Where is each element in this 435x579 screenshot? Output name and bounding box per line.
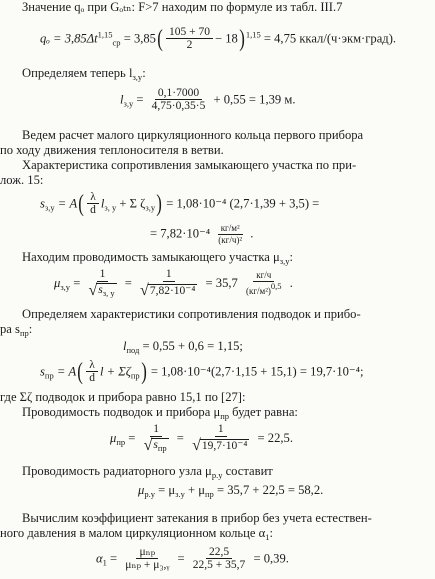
eq-l-lhs-sub: з,у xyxy=(123,97,134,108)
text-determine-2-tail: : xyxy=(28,322,33,336)
text-circ-1 xyxy=(0,128,435,143)
text-radiator-body: Проводимость радиаторного узла μ xyxy=(22,464,212,478)
frac-den: d xyxy=(89,372,95,385)
equation-q xyxy=(0,22,435,56)
eq-mu-frac2 xyxy=(137,268,200,300)
text-coef-2 xyxy=(0,526,435,542)
eq-mu-sqrt-val: 7,82·10⁻⁴ xyxy=(149,284,196,297)
eq-mu-lhs: μ xyxy=(54,275,61,290)
eq-mupr-lhs: μ xyxy=(110,430,117,445)
eq-muru-sub2: з.у xyxy=(175,488,185,499)
frac-den xyxy=(141,437,172,455)
eq-s-lhs: s xyxy=(40,195,45,210)
eq-mupr-eq2: = xyxy=(176,430,184,445)
eq-q-lhs: qₒ = 3,85Δt xyxy=(40,30,98,45)
eq-q-lhs-sub: ср xyxy=(112,36,121,47)
eq-mu-unit-sup: 0,5 xyxy=(270,281,282,292)
eq-l-lhs: l xyxy=(120,91,124,106)
frac-num: λ xyxy=(86,359,98,373)
text-radiator xyxy=(0,464,435,480)
frac-den: 4,75·0,35·5 xyxy=(151,100,206,113)
text-determine-2-sub: пр xyxy=(19,328,29,338)
eq-mu-eq: = xyxy=(73,275,81,290)
eq-mu-sqrt-sub: з, у xyxy=(102,287,115,298)
text-char-1 xyxy=(0,158,435,173)
equation-mu-zy xyxy=(0,266,435,302)
text-conductance-pr-tail: будет равна: xyxy=(229,405,298,419)
eq-muru-tail: = 35,7 + 22,5 = 58,2. xyxy=(213,482,324,497)
eq-q-result: = 4,75 ккал/(ч·экм·град). xyxy=(263,30,397,45)
text-char-2 xyxy=(0,173,435,188)
eq-s-frac xyxy=(87,191,99,218)
text-char-1-body: Характеристика сопротивления замыкающего участка по при- xyxy=(22,158,357,172)
eq-mu-eq2: = xyxy=(124,275,132,290)
text-radiator-tail: составит xyxy=(222,464,273,478)
frac-den xyxy=(243,282,285,296)
text-coef-2-sub: 1 xyxy=(265,532,270,542)
text-conductance-pr xyxy=(0,405,435,421)
text-determine-2-body: ра s xyxy=(0,322,20,336)
text-conductance-body: Находим проводимость замыкающего участка μ xyxy=(22,250,280,264)
eq-s-lhs-sub: з,у xyxy=(44,201,55,212)
paren-close: ) xyxy=(156,190,162,217)
text-coef-1-body: Вычислим коэффициент затекания в прибор без учета естествен- xyxy=(22,511,372,525)
eq-mupr-sqrt-val: 19,7·10⁻⁴ xyxy=(201,439,248,452)
frac-den xyxy=(137,282,200,300)
text-conductance-tail: : xyxy=(289,250,294,264)
frac-num: 0,1·7000 xyxy=(155,87,202,101)
eq-spr-mid: = A xyxy=(56,363,77,378)
frac-num: λ xyxy=(87,191,99,205)
frac-den: μₙₚ + μ₃,ᵧ xyxy=(125,559,170,572)
eq-mu-eq3: = 35,7 xyxy=(205,275,238,290)
text-define-l-body: Определяем теперь l xyxy=(22,66,133,80)
eq-q-after-frac: − 18 xyxy=(214,30,238,45)
frac-num: μₙₚ xyxy=(136,546,158,560)
eq-mupr-sqrt-sub: пр xyxy=(157,442,167,453)
eq-q-mid: = 3,85 xyxy=(123,30,156,45)
eq-spr-lhs: s xyxy=(40,363,45,378)
equation-l-pod xyxy=(0,338,435,356)
equation-s-zy xyxy=(0,188,435,220)
text-top-fragment: Значение qₒ при Gₒₜₙ: F>7 находим по формуле из табл. III.7 xyxy=(22,0,343,14)
eq-muru-mid2: + μ xyxy=(184,482,205,497)
eq-muru-mid1: = μ xyxy=(154,482,176,497)
text-coef-1 xyxy=(0,511,435,526)
text-sum-zeta-body: где Σζ подводок и прибора равно 15,1 по [27]: xyxy=(0,390,246,404)
eq-s-inner-sub: з, у xyxy=(104,201,117,212)
eq-q-lhs-sup: 1,15 xyxy=(97,28,113,39)
frac-den: 2 xyxy=(186,39,193,52)
eq-muru-lhs: μ xyxy=(138,482,145,497)
paren-open: ( xyxy=(78,190,84,217)
frac-num: 1 xyxy=(163,268,175,282)
eq-mu-tail: . xyxy=(289,275,293,290)
eq-lpod-sub: под xyxy=(126,344,140,355)
eq-mu-unit xyxy=(243,271,285,296)
eq-alpha-tail: = 0,39. xyxy=(253,550,289,565)
frac-den: 22,5 + 35,7 xyxy=(192,559,246,572)
eq-alpha-eq2: = xyxy=(177,550,185,565)
eq-s-mid: = A xyxy=(57,195,78,210)
eq-spr-inner-sub: пр xyxy=(130,369,140,380)
equation-s-pr xyxy=(0,356,435,388)
eq-spr-frac xyxy=(86,359,98,386)
eq-s-inner: l xyxy=(100,195,105,210)
text-conductance-pr-sub: пр xyxy=(220,411,230,421)
eq-alpha-frac2 xyxy=(190,546,249,573)
eq-mupr-eq: = xyxy=(128,430,136,445)
eq-spr-sub: пр xyxy=(44,369,54,380)
text-define-l xyxy=(0,66,435,82)
equation-mu-pr xyxy=(0,421,435,457)
frac-num: кг/м² xyxy=(218,224,243,235)
eq-mupr-sub: пр xyxy=(116,436,126,447)
text-define-l-tail: : xyxy=(142,66,146,80)
paren-open: ( xyxy=(77,358,84,385)
text-circ-2-body: по ходу движения теплоносителя в ветви. xyxy=(0,143,224,157)
text-radiator-sub: р.у xyxy=(211,470,223,480)
eq-lpod-rhs: = 0,55 + 0,6 = 1,15; xyxy=(142,338,243,353)
text-circ-1-body: Ведем расчет малого циркуляционного кольца первого прибора xyxy=(22,128,364,142)
eq-alpha-eq: = xyxy=(110,550,118,565)
eq-l-frac xyxy=(149,87,209,114)
eq-mupr-tail: = 22,5. xyxy=(257,430,293,445)
frac-num: кг/ч xyxy=(253,271,274,282)
eq-s-sum: + Σ ζ xyxy=(119,195,146,210)
eq-s-result-unit xyxy=(215,224,245,245)
frac-den xyxy=(189,437,252,455)
eq-alpha-sub: 1 xyxy=(102,556,107,567)
text-char-2-body: лож. 15: xyxy=(0,173,44,187)
eq-q-frac xyxy=(166,26,213,53)
frac-den: (кг/ч)² xyxy=(218,235,243,246)
equation-s-zy-result xyxy=(0,220,435,250)
eq-mu-lhs-sub: з,у xyxy=(60,281,71,292)
frac-num: 22,5 xyxy=(206,546,232,560)
frac-num: 105 + 70 xyxy=(166,26,213,40)
frac-num: 1 xyxy=(150,423,162,437)
sqrt-sign: √ $s_{пр}$ xyxy=(143,436,167,454)
eq-l-eq: = xyxy=(136,91,144,106)
eq-s-tail: = 1,08·10⁻⁴ (2,7·1,39 + 3,5) = xyxy=(166,195,320,210)
sqrt-sign: √ 19,7·10⁻⁴ xyxy=(192,436,248,454)
text-line-top xyxy=(0,0,435,15)
paren-close: ) xyxy=(140,358,147,385)
sqrt-sign: √ 7,82·10⁻⁴ xyxy=(140,281,196,299)
eq-spr-tail: = 1,08·10⁻⁴(2,7·1,15 + 15,1) = 19,7·10⁻⁴; xyxy=(150,363,364,378)
eq-mupr-sqrt-s: s xyxy=(153,438,158,451)
paren-open: ( xyxy=(157,25,163,52)
paren-close: ) xyxy=(239,25,245,52)
eq-mu-unit-den: (кг/м²) xyxy=(245,286,271,297)
eq-muru-sub1: р.у xyxy=(144,488,155,499)
eq-alpha-frac1 xyxy=(122,546,172,573)
equation-alpha xyxy=(0,541,435,577)
eq-spr-inner: l + Σζ xyxy=(99,363,131,378)
text-sum-zeta xyxy=(0,390,435,405)
text-coef-2-body: ного давления в малом циркуляционном кольце α xyxy=(0,526,266,540)
text-define-l-sub: з,у xyxy=(132,72,143,82)
eq-mupr-frac2 xyxy=(189,423,252,455)
text-conductance-pr-body: Проводимость подводок и прибора μ xyxy=(22,405,221,419)
eq-mupr-frac1 xyxy=(141,423,172,455)
eq-mu-frac1 xyxy=(85,268,119,300)
eq-mu-sqrt-s: s xyxy=(98,283,103,296)
equation-mu-ru xyxy=(0,482,435,500)
text-determine-1-body: Определяем характеристики сопротивления подводок и прибо- xyxy=(22,307,361,321)
frac-den: d xyxy=(90,204,96,217)
equation-l xyxy=(0,83,435,117)
text-determine-1 xyxy=(0,307,435,322)
eq-q-pow: 1,15 xyxy=(245,28,261,39)
eq-l-tail: + 0,55 = 1,39 м. xyxy=(213,91,296,106)
eq-s-sum-sub: з,у xyxy=(145,201,156,212)
text-conductance xyxy=(0,250,435,266)
text-coef-2-tail: : xyxy=(269,526,273,540)
frac-num: 1 xyxy=(97,268,109,282)
eq-s-result-lead: = 7,82·10⁻⁴ xyxy=(150,226,211,241)
frac-num: 1 xyxy=(215,423,227,437)
frac-den xyxy=(85,282,119,300)
text-conductance-sub: з,у xyxy=(279,256,290,266)
eq-alpha-lhs: α xyxy=(96,550,103,565)
text-determine-2 xyxy=(0,322,435,338)
eq-muru-sub3: пр xyxy=(205,488,214,499)
eq-lpod-lhs: l xyxy=(123,338,127,353)
eq-s-result-tail: . xyxy=(250,226,254,241)
text-circ-2 xyxy=(0,143,435,158)
sqrt-sign: √ $s_{з, у}$ xyxy=(88,281,115,299)
